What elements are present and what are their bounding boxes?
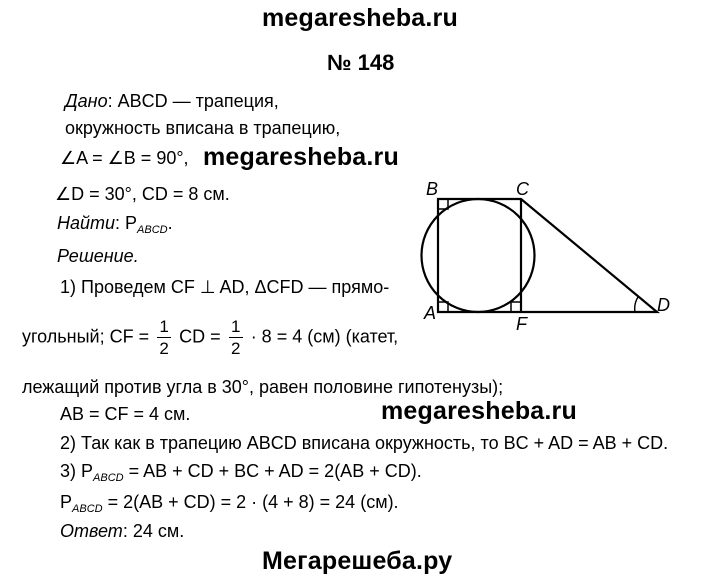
step-1b — [22, 318, 398, 357]
frac-den-1: 2 — [159, 339, 169, 358]
watermark-right: megaresheba.ru — [381, 397, 577, 425]
find-sub: ABCD — [137, 224, 168, 236]
label-d: D — [657, 295, 670, 315]
step-3-sub: ABCD — [93, 472, 124, 484]
solution-label: Решение. — [57, 246, 139, 266]
given-line-1 — [65, 91, 279, 112]
frac-num-1: 1 — [159, 317, 169, 336]
trapezoid-outline — [438, 199, 657, 312]
label-c: C — [516, 179, 529, 199]
given-line-2: окружность вписана в трапецию, — [65, 118, 341, 138]
step-4-sub: ABCD — [72, 503, 103, 515]
step-1b-pre: угольный; CF = — [22, 326, 150, 347]
watermark-mid: megaresheba.ru — [203, 143, 399, 171]
step-1c: лежащий против угла в 30°, равен половине гипотенузы); — [22, 377, 504, 397]
step-3-pre: 3) P — [60, 461, 94, 481]
step-1a: 1) Проведем CF ⊥ AD, ΔCFD — прямо- — [60, 277, 390, 297]
step-1b-post: · 8 = 4 (см) (катет, — [250, 326, 399, 347]
given-line-1-text: : ABCD — трапеция, — [107, 91, 279, 111]
given-line-4: ∠D = 30°, CD = 8 см. — [55, 184, 230, 204]
frac-den-2: 2 — [230, 339, 241, 358]
fraction-half-1 — [157, 318, 171, 357]
find-end: . — [167, 213, 173, 233]
answer-line — [60, 521, 184, 542]
step-3 — [60, 461, 422, 484]
given-line-3: ∠A = ∠B = 90°, — [60, 148, 189, 168]
find-label: Найти — [57, 213, 116, 233]
label-b: B — [426, 179, 439, 199]
step-1d: AB = CF = 4 см. — [60, 404, 191, 424]
angle-d-arc — [635, 297, 638, 312]
step-4-post: = 2(AB + CD) = 2 · (4 + 8) = 24 (см). — [102, 492, 399, 512]
given-label: Дано — [65, 91, 108, 111]
step-1b-mid: CD = — [179, 326, 221, 347]
find-line — [57, 213, 173, 236]
trapezoid-figure — [420, 175, 680, 335]
watermark-bottom: Мегарешеба.ру — [262, 547, 453, 575]
label-a: A — [424, 303, 437, 323]
step-4-pre: P — [60, 492, 73, 512]
answer-rest: : 24 см. — [122, 521, 185, 541]
step-3-post: = AB + CD + BC + AD = 2(AB + CD). — [123, 461, 422, 481]
find-rest: : P — [115, 213, 138, 233]
label-f: F — [516, 314, 527, 334]
step-4 — [60, 492, 399, 515]
step-2: 2) Так как в трапецию ABCD вписана окружность, то BC + AD = AB + CD. — [60, 433, 669, 453]
answer-label: Ответ — [60, 521, 123, 541]
watermark-top: megaresheba.ru — [262, 4, 458, 32]
frac-num-2: 1 — [230, 317, 241, 336]
right-angle-f — [511, 302, 521, 312]
problem-number: № 148 — [327, 50, 395, 75]
fraction-half-2 — [229, 318, 243, 357]
